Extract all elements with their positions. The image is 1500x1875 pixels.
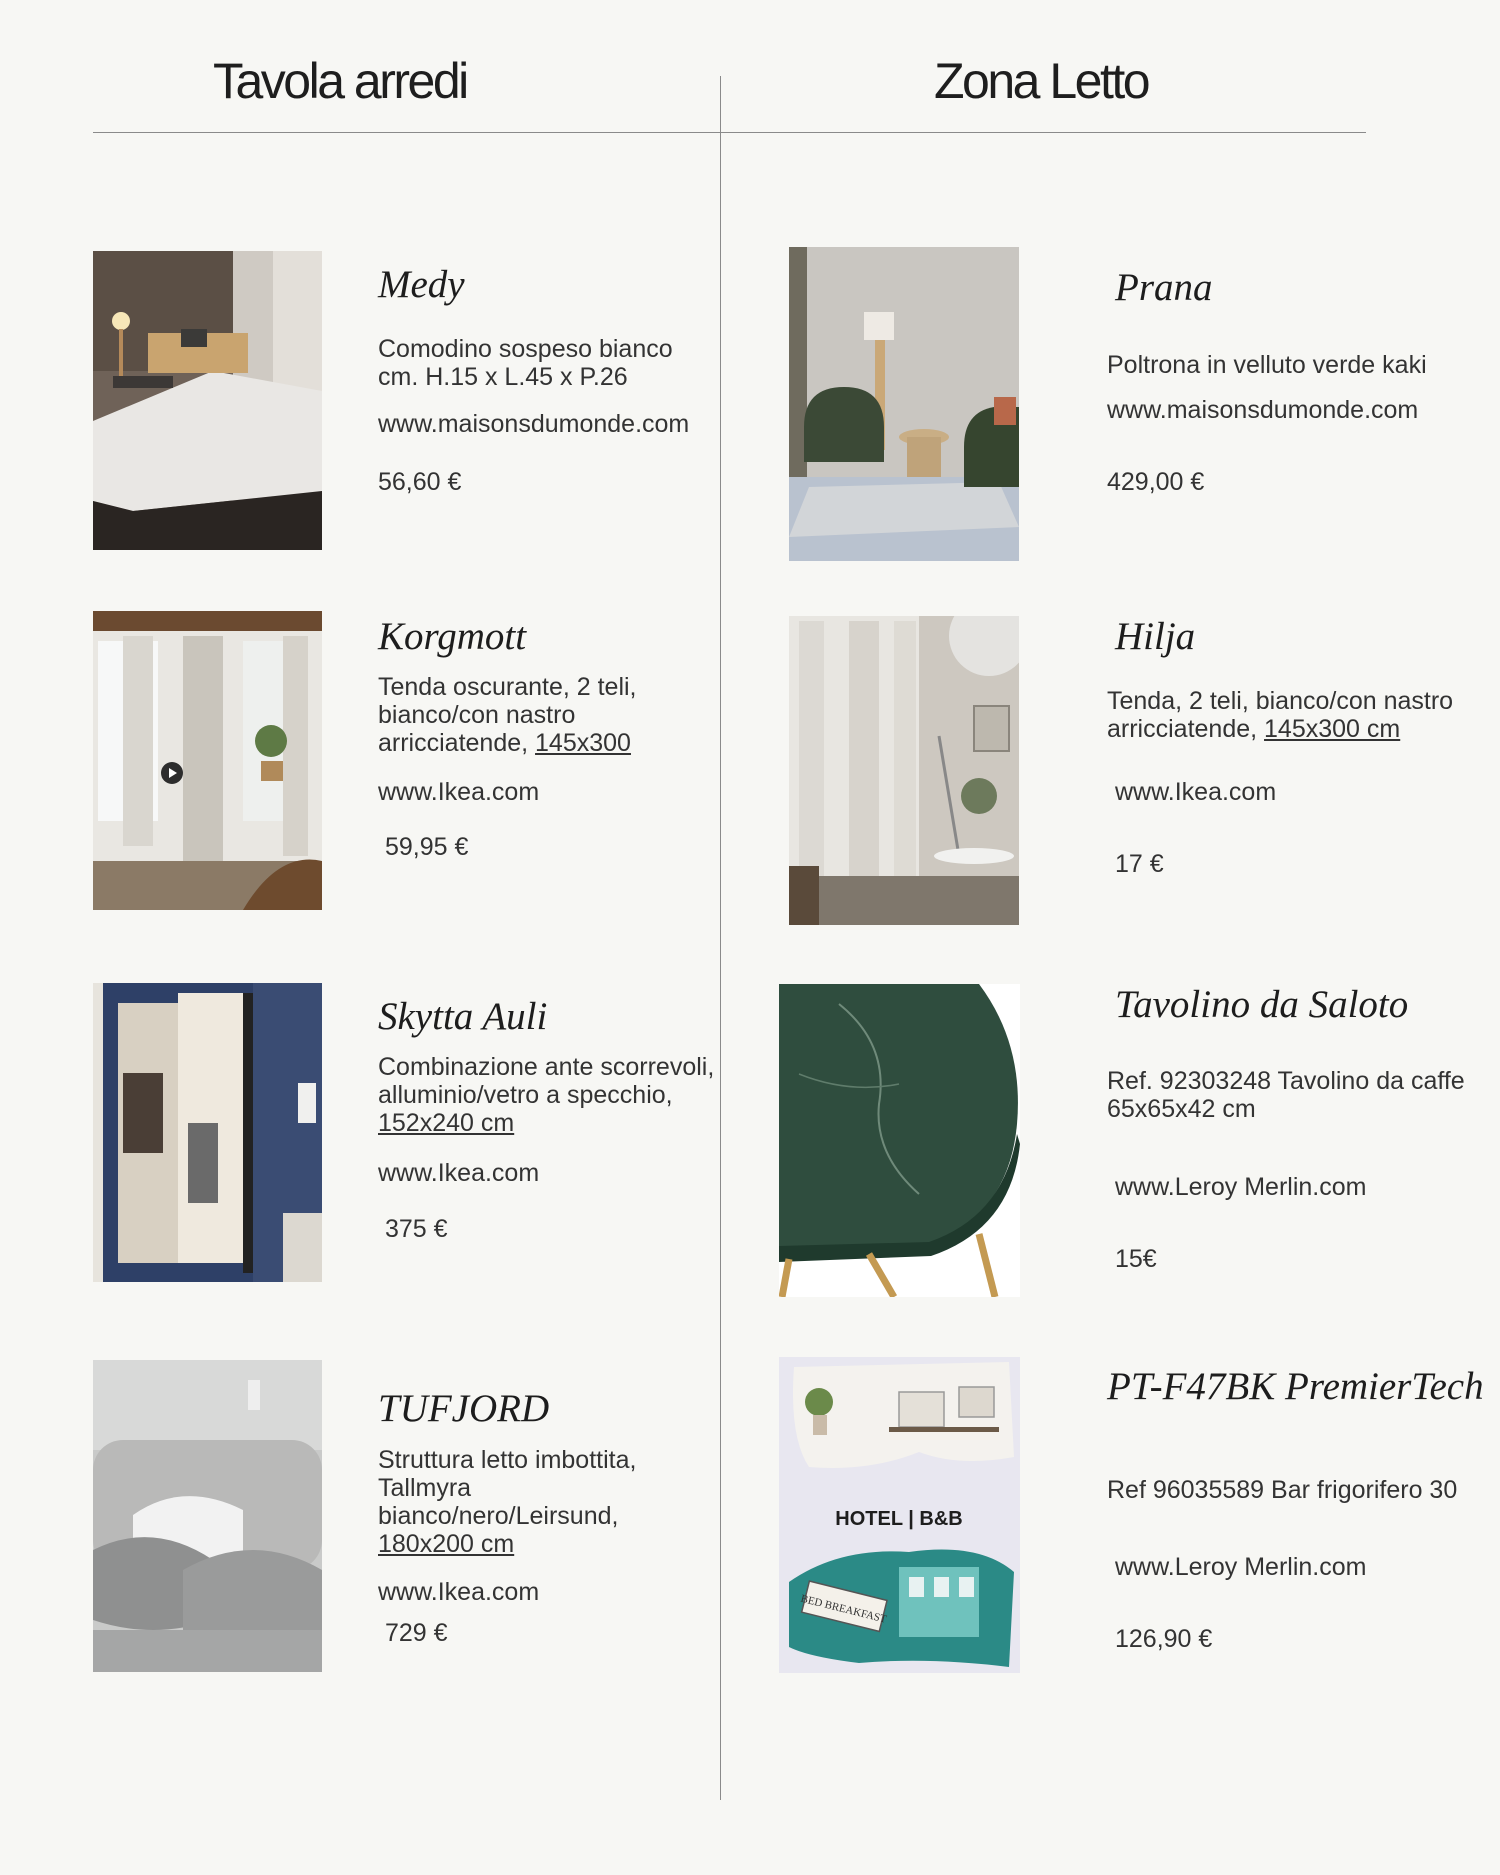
floating-white-nightstand-photo [93,251,322,550]
upholstered-bed-photo [93,1360,322,1672]
page-title-left: Tavola arredi [213,53,467,109]
product-website: www.Ikea.com [378,778,540,806]
product-description: Struttura letto imbottita, Tallmyra bianco/nero/Leirsund, 180x200 cm [378,1446,637,1558]
green-marble-table-photo [779,984,1020,1297]
product-name: Skytta Auli [378,995,548,1038]
product-website: www.Ikea.com [378,1578,540,1606]
product-price: 729 € [385,1619,448,1647]
product-description: Ref. 92303248 Tavolino da caffe 65x65x42 cm [1107,1067,1465,1123]
product-website: www.Ikea.com [1115,778,1277,806]
product-website: www.Ikea.com [378,1159,540,1187]
sign-text: BED BREAKFAST [799,1592,888,1626]
living-room-curtains-photo [93,611,322,910]
product-description: Ref 96035589 Bar frigorifero 30 [1107,1476,1458,1504]
product-size-link[interactable]: 180x200 cm [378,1530,515,1558]
header-divider [93,132,1366,133]
green-velvet-armchair-photo [789,247,1019,561]
product-size-link[interactable]: 145x300 [535,729,631,757]
product-description: Combinazione ante scorrevoli, alluminio/vetro a specchio, 152x240 cm [378,1053,715,1137]
product-name: Hilja [1115,615,1196,658]
product-website: www.Leroy Merlin.com [1115,1553,1367,1581]
product-price: 56,60 € [378,468,462,496]
product-price: 375 € [385,1215,448,1243]
column-divider [720,76,721,1800]
product-size-link[interactable]: 152x240 cm [378,1109,515,1137]
product-description: Tenda, 2 teli, bianco/con nastro arricciatende, 145x300 cm [1107,687,1454,743]
product-description: Poltrona in velluto verde kaki [1107,351,1427,379]
product-price: 17 € [1115,850,1164,878]
promo-text: HOTEL | B&B [835,1508,963,1530]
product-description: Tenda oscurante, 2 teli, bianco/con nastro arricciatende, 145x300 [378,673,637,757]
product-website: www.Leroy Merlin.com [1115,1173,1367,1201]
product-price: 15€ [1115,1245,1157,1273]
product-name: TUFJORD [378,1387,550,1430]
product-website: www.maisonsdumonde.com [378,410,690,438]
product-name: Korgmott [378,615,527,658]
product-price: 429,00 € [1107,468,1205,496]
sliding-wardrobe-photo [93,983,322,1282]
hotel-bnb-promo-image [779,1357,1020,1673]
product-name: PT-F47BK PremierTech [1107,1365,1484,1408]
product-description: Comodino sospeso bianco cm. H.15 x L.45 x P.26 [378,335,673,391]
product-name: Tavolino da Saloto [1115,983,1409,1026]
page-title-right: Zona Letto [934,53,1149,109]
product-name: Prana [1115,266,1213,309]
product-price: 126,90 € [1115,1625,1213,1653]
product-size-link[interactable]: 145x300 cm [1264,715,1401,743]
product-price: 59,95 € [385,833,469,861]
product-website: www.maisonsdumonde.com [1107,396,1419,424]
sheer-curtains-room-photo [789,616,1019,925]
product-name: Medy [378,263,465,306]
